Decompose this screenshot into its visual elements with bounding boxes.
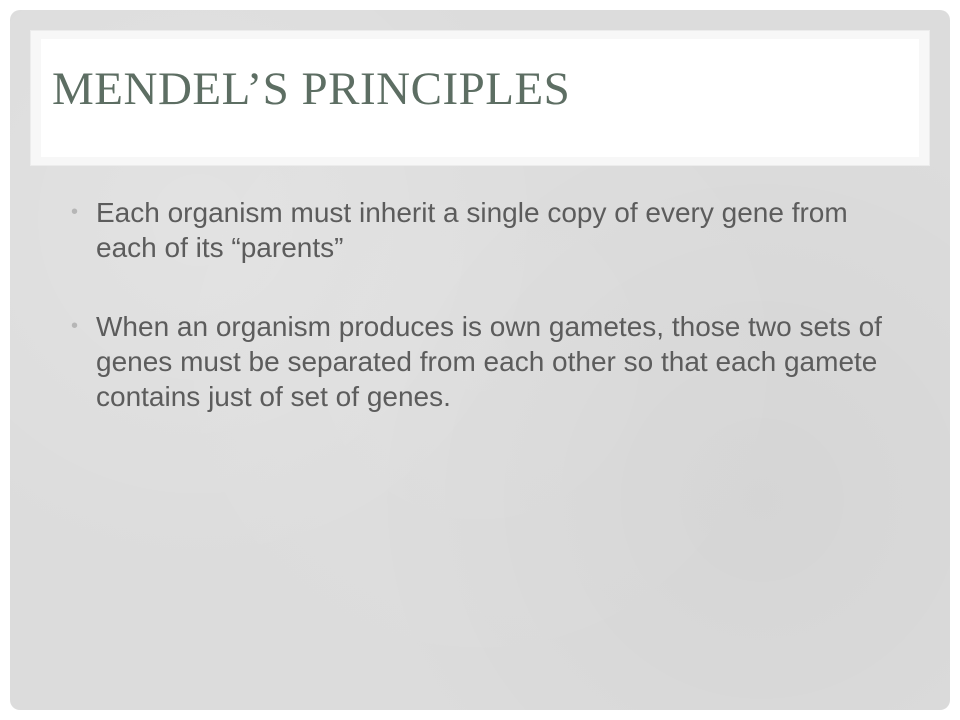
slide [10, 10, 950, 710]
bullet-text: When an organism produces is own gametes, those two sets of genes must be separated from each other so that each gamete contains just of set of genes. [96, 311, 882, 412]
bullet-list [70, 195, 900, 458]
slide-title: MENDEL’S PRINCIPLES [52, 63, 571, 115]
bullet-item [70, 309, 900, 414]
bullet-icon: • [71, 315, 79, 337]
bullet-item [70, 195, 900, 265]
bullet-text: Each organism must inherit a single copy of every gene from each of its “parents” [96, 197, 848, 263]
bullet-icon: • [71, 201, 79, 223]
